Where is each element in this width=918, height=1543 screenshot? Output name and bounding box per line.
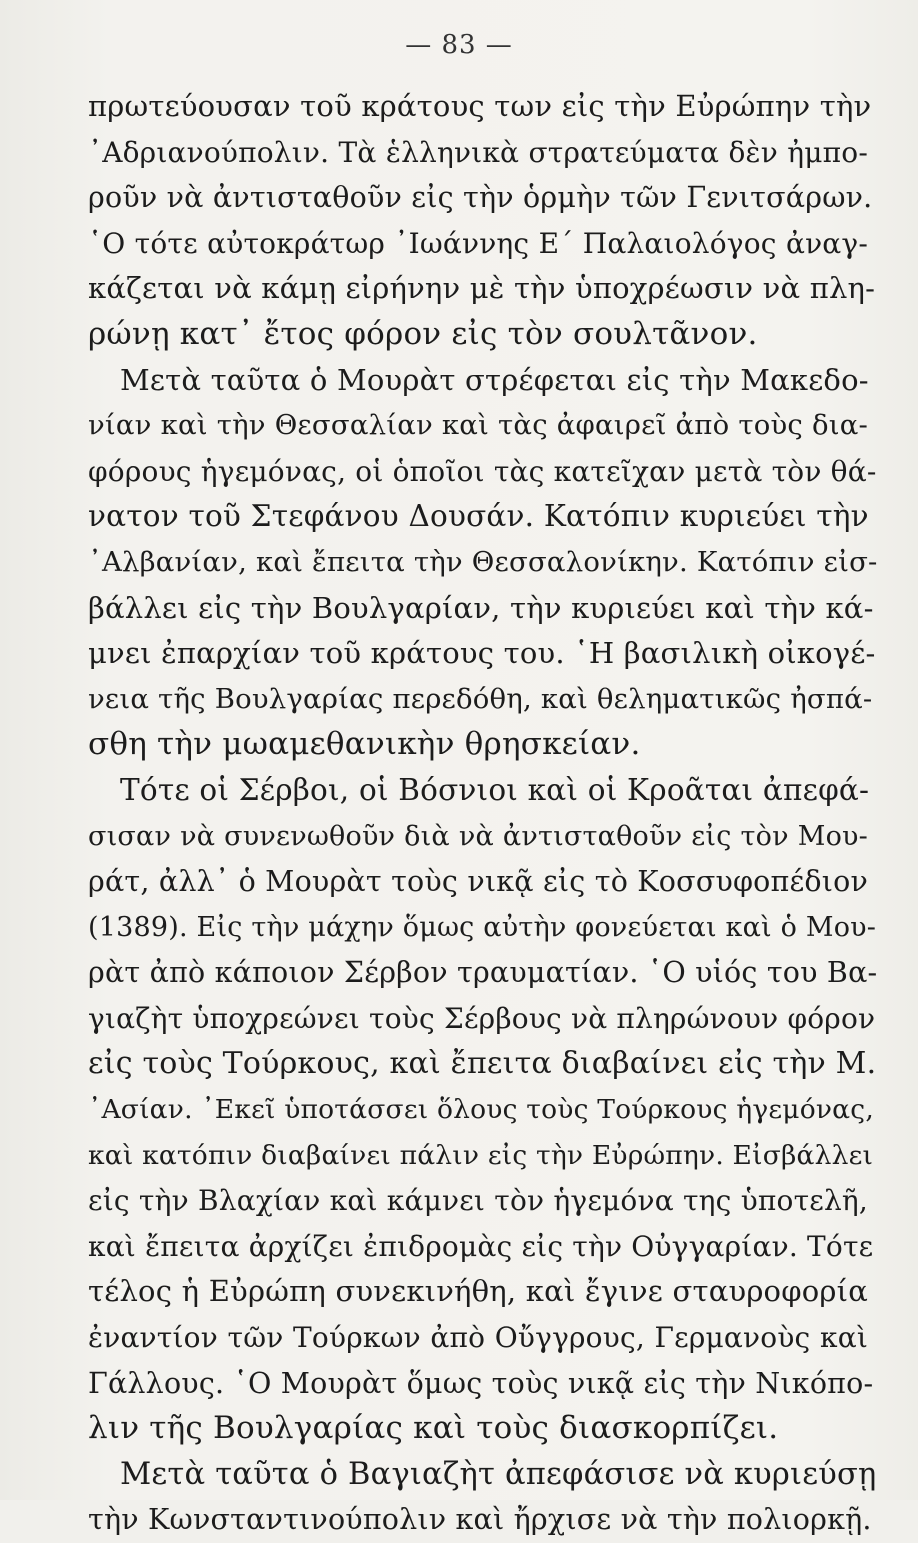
text-line: εἰς τοὺς Τούρκους, καὶ ἔπειτα διαβαίνει εἰς τὴν Μ. [88,1046,877,1082]
text-line: Μετὰ ταῦτα ὁ Βαγιαζὴτ ἀπεφάσισε νὰ κυριεύσῃ [120,1456,877,1492]
text-line: ᾿Ασίαν. ᾿Εκεῖ ὑποτάσσει ὅλους τοὺς Τούρκους ἡγεμόνας, [88,1094,874,1126]
text-line: ρώνῃ κατ᾿ ἔτος φόρον εἰς τὸν σουλτᾶνον. [88,315,758,352]
text-line: (1389). Εἰς τὴν μάχην ὅμως αὐτὴν φονεύεται καὶ ὁ Μου- [88,911,877,943]
text-line: Γάλλους. ῾Ο Μουρὰτ ὅμως τοὺς νικᾷ εἰς τὴν Νικόπο- [88,1366,874,1400]
text-line: Μετὰ ταῦτα ὁ Μουρὰτ στρέφεται εἰς τὴν Μακεδο- [120,362,869,397]
text-line: καὶ κατόπιν διαβαίνει πάλιν εἰς τὴν Εὐρώπην. Εἰσβάλλει [88,1139,874,1171]
text-line: τέλος ἡ Εὐρώπη συνεκινήθη, καὶ ἔγινε σταυροφορία [88,1274,868,1309]
text-line: ἐναντίον τῶν Τούρκων ἀπὸ Οὔγγρους, Γερμανοὺς καὶ [88,1321,868,1355]
text-line: εἰς τὴν Βλαχίαν καὶ κάμνει τὸν ἡγεμόνα της ὑποτελῆ, [88,1184,868,1218]
text-line: ᾿Αδριανούπολιν. Τὰ ἑλληνικὰ στρατεύματα δὲν ἠμπο- [88,135,868,169]
text-line: μνει ἐπαρχίαν τοῦ κράτους του. ῾Η βασιλικὴ οἰκογέ- [88,636,876,671]
text-line: ράτ, ἀλλ᾿ ὁ Μουρὰτ τοὺς νικᾷ εἰς τὸ Κοσσυφοπέδιον [88,865,869,899]
text-line: σθη τὴν μωαμεθανικὴν θρησκείαν. [88,726,641,763]
text-line: λιν τῆς Βουλγαρίας καὶ τοὺς διασκορπίζει. [88,1410,779,1447]
text-line: τὴν Κωνσταντινούπολιν καὶ ἤρχισε νὰ τὴν πολιορκῇ. [88,1503,872,1537]
text-line: βάλλει εἰς τὴν Βουλγαρίαν, τὴν κυριεύει καὶ τὴν κά- [88,590,874,625]
text-line: νατον τοῦ Στεφάνου Δουσάν. Κατόπιν κυριεύει τὴν [88,499,869,534]
text-line: γιαζὴτ ὑποχρεώνει τοὺς Σέρβους νὰ πληρώνουν φόρον [88,1001,876,1035]
text-line: φόρους ἡγεμόνας, οἱ ὁποῖοι τὰς κατεῖχαν μετὰ τὸν θά- [88,454,877,488]
text-line: κάζεται νὰ κάμῃ εἰρήνην μὲ τὴν ὑποχρέωσιν νὰ πλη- [88,271,876,306]
text-line: σισαν νὰ συνενωθοῦν διὰ νὰ ἀντισταθοῦν εἰς τὸν Μου- [88,820,868,852]
text-line: ῾Ο τότε αὐτοκράτωρ ᾿Ιωάννης Ε΄ Παλαιολόγος ἀναγ- [88,226,868,260]
text-line: νεια τῆς Βουλγαρίας περεδόθη, καὶ θεληματικῶς ἠσπά- [88,682,873,715]
page-number: — 83 — [405,30,513,60]
text-line: ροῦν νὰ ἀντισταθοῦν εἰς τὴν ὁρμὴν τῶν Γενιτσάρων. [88,181,873,215]
text-line: πρωτεύουσαν τοῦ κράτους των εἰς τὴν Εὐρώπην τὴν [88,89,872,123]
body-text [88,84,878,1543]
text-line: ρὰτ ἀπὸ κάποιον Σέρβον τραυματίαν. ῾Ο υἱός του Βα- [88,956,878,990]
text-line: νίαν καὶ τὴν Θεσσαλίαν καὶ τὰς ἀφαιρεῖ ἀπὸ τοὺς δια- [88,409,868,442]
text-line: καὶ ἔπειτα ἀρχίζει ἐπιδρομὰς εἰς τὴν Οὐγγαρίαν. Τότε [88,1229,874,1263]
text-line: ᾿Αλβανίαν, καὶ ἔπειτα τὴν Θεσσαλονίκην. Κατόπιν εἰσ- [88,545,878,578]
text-line: Τότε οἱ Σέρβοι, οἱ Βόσνιοι καὶ οἱ Κροᾶται ἀπεφά- [120,772,870,807]
